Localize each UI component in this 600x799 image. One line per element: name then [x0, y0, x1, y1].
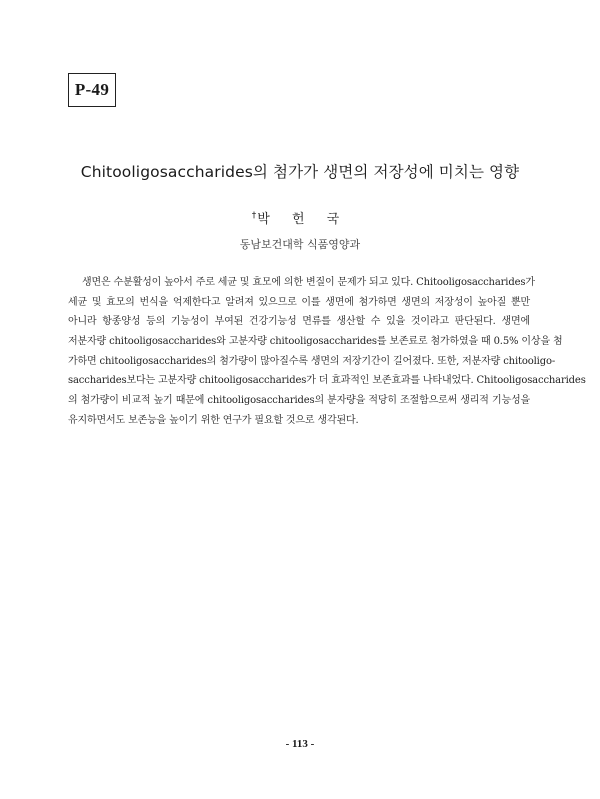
poster-id-label: P-49: [74, 80, 110, 99]
abstract-line: 유지하면서도 보존능을 높이기 위한 연구가 필요할 것으로 생각된다.: [68, 414, 359, 426]
abstract-line: saccharides보다는 고분자량 chitooligosaccharides가 더 효과적인 보존효과를 나타내었다. Chitooligosaccharides: [68, 375, 586, 387]
corresponding-author-mark: †: [251, 210, 257, 221]
page-number: - 113 -: [285, 738, 315, 750]
abstract-line: 세균 및 효모의 번식을 억제한다고 알려져 있으므로 이를 생면에 첨가하면 생면의 저장성이 높아질 뿐만: [68, 296, 530, 308]
author-name: 박 헌 국: [257, 212, 349, 227]
abstract-line: 저분자량 chitooligosaccharides와 고분자량 chitooligosaccharides를 보존료로 첨가하였을 때 0.5% 이상을 첨: [68, 336, 563, 348]
abstract-line: 가하면 chitooligosaccharides의 첨가량이 많아질수록 생면의 저장기간이 길어졌다. 또한, 저분자량 chitooligo-: [68, 355, 556, 367]
author-affiliation: 동남보건대학 식품영양과: [239, 238, 361, 251]
abstract-line: 생면은 수분활성이 높아서 주로 세균 및 효모에 의한 변질이 문제가 되고 있다. Chitooligosaccharides가: [82, 277, 535, 288]
abstract-body: [68, 273, 586, 431]
poster-id-badge: [68, 73, 116, 107]
author-line: [0, 208, 600, 227]
abstract-line: 아니라 항종양성 등의 기능성이 부여된 건강기능성 면류를 생산할 수 있을 것이라고 판단된다. 생면에: [68, 316, 530, 328]
paper-title: Chitooligosaccharides의 첨가가 생면의 저장성에 미치는 영향: [80, 163, 520, 181]
abstract-line: 의 첨가량이 비교적 높기 때문에 chitooligosaccharides의 분자량을 적당히 조절함으로써 생리적 기능성을: [68, 395, 530, 407]
